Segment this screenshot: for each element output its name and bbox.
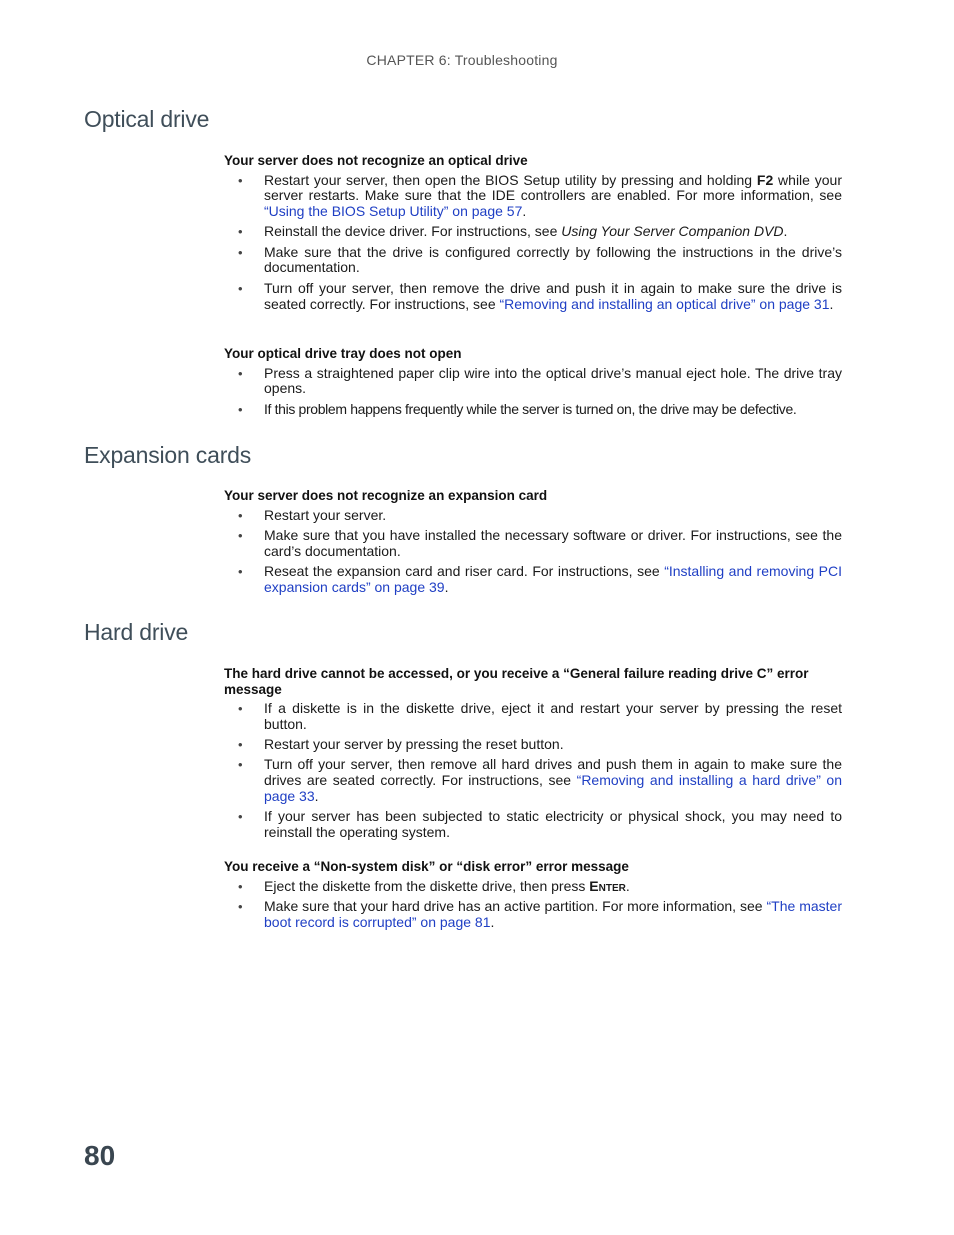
bullet-icon: • — [238, 224, 243, 240]
list-item: • If this problem happens frequently while the server is turned on, the drive may be defective. — [238, 400, 797, 417]
link-master-boot-record[interactable]: “The master boot record is corrupted” on page 81 — [264, 897, 843, 930]
link-pci-cards[interactable]: “Installing and removing PCI expansion cards” on page 39 — [264, 562, 842, 595]
running-head-text: CHAPTER 6: Troubleshooting — [366, 52, 558, 68]
subhead: The hard drive cannot be accessed, or you receive a “General failure reading drive C” error message — [224, 666, 809, 697]
list-item: • Make sure that your hard drive has an active partition. For more information, see “The master boot record is corrupted” on page 81. — [238, 897, 843, 930]
subhead: Your server does not recognize an expansion card — [224, 488, 548, 503]
list-item: • Reinstall the device driver. For instructions, see Using Your Server Companion DVD. — [238, 223, 788, 240]
subhead: Your server does not recognize an optical drive — [224, 153, 528, 168]
list-item: • Turn off your server, then remove all hard drives and push them in again to make sure the drives are seated correctly. For instructions, see “Removing and installing a hard drive” on page 33. — [238, 756, 843, 804]
optical-drive-group-2 — [224, 346, 842, 422]
list-item: • Restart your server, then open the BIOS Setup utility by pressing and holding F2 while your server restarts. Make sure that the IDE controllers are enabled. For more information, see “Using the BIOS Setup Utility” on page 57. — [238, 171, 842, 220]
list-item: • Reseat the expansion card and riser card. For instructions, see “Installing and removing PCI expansion cards” on page 39. — [238, 562, 842, 595]
link-bios-setup[interactable]: “Using the BIOS Setup Utility” on page 57 — [264, 203, 523, 220]
bullet-icon: • — [238, 280, 243, 296]
running-head — [0, 52, 954, 68]
bullet-icon: • — [238, 365, 243, 381]
hard-drive-group-1 — [224, 666, 842, 845]
list-item: • Eject the diskette from the diskette drive, then press Enter. — [238, 877, 630, 894]
section-title-hard-drive: Hard drive — [84, 619, 189, 645]
list-item: • Restart your server by pressing the reset button. — [238, 736, 564, 753]
bullet-icon: • — [238, 401, 243, 417]
doc-title: Using Your Server Companion DVD — [561, 223, 784, 240]
bullet-icon: • — [238, 507, 243, 523]
bullet-icon: • — [238, 563, 243, 579]
link-optical-drive[interactable]: “Removing and installing an optical drive” on page 31 — [499, 295, 830, 312]
list-item: • Make sure that you have installed the necessary software or driver. For instructions, see the card’s documentation. — [238, 526, 842, 559]
list-item: • If your server has been subjected to static electricity or physical shock, you may need to reinstall the operating system. — [238, 808, 842, 841]
list-item: • If a diskette is in the diskette drive, eject it and restart your server by pressing the reset button. — [238, 700, 842, 732]
list-item: • Restart your server. — [238, 506, 387, 523]
bullet-icon: • — [238, 898, 243, 914]
hard-drive-group-2 — [224, 859, 842, 935]
bullet-icon: • — [238, 527, 243, 543]
section-title-optical-drive: Optical drive — [84, 106, 210, 132]
key-enter: Enter — [589, 877, 626, 894]
list-item: • Press a straightened paper clip wire into the optical drive’s manual eject hole. The drive tray opens. — [238, 364, 842, 397]
section-title-expansion-cards: Expansion cards — [84, 442, 252, 468]
bullet-icon: • — [238, 757, 243, 773]
subhead: Your optical drive tray does not open — [224, 346, 462, 361]
optical-drive-group-1 — [224, 153, 842, 317]
bullet-icon: • — [238, 737, 243, 753]
bullet-icon: • — [238, 878, 243, 894]
list-item: • Make sure that the drive is configured correctly by following the instructions in the drive’s documentation. — [238, 243, 842, 276]
list-item: • Turn off your server, then remove the drive and push it in again to make sure the drive is seated correctly. For instructions, see “Removing and installing an optical drive” on page 31. — [238, 279, 842, 312]
bullet-icon: • — [238, 701, 243, 716]
subhead: You receive a “Non-system disk” or “disk error” error message — [224, 859, 629, 874]
link-hard-drive[interactable]: “Removing and installing a hard drive” on page 33 — [264, 772, 843, 804]
bullet-icon: • — [238, 809, 243, 825]
page-number: 80 — [84, 1140, 116, 1171]
bullet-icon: • — [238, 172, 243, 188]
bullet-icon: • — [238, 244, 243, 260]
key-f2: F2 — [756, 171, 774, 188]
expansion-cards-group-1 — [224, 488, 842, 600]
